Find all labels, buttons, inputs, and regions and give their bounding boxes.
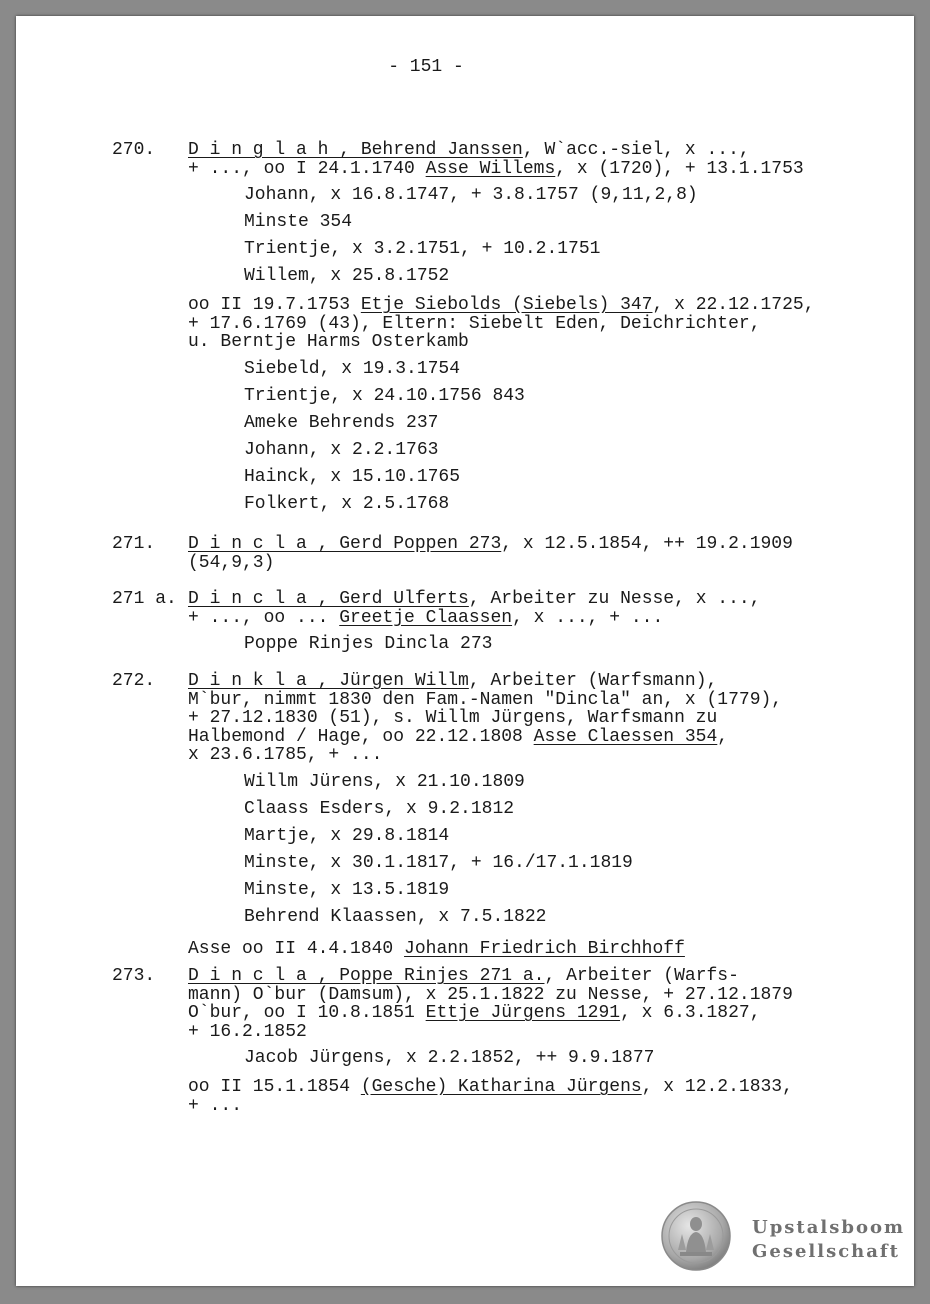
entry-name: D i n c l a , Gerd Ulferts (188, 589, 469, 609)
entry-name: D i n c l a , Gerd Poppen 273 (188, 534, 502, 554)
child-item: Jacob Jürgens, x 2.2.1852, ++ 9.9.1877 (244, 1048, 655, 1068)
seal-icon (660, 1200, 732, 1272)
child-item: Siebeld, x 19.3.1754 (244, 358, 461, 379)
child-item: Martje, x 29.8.1814 (244, 825, 450, 846)
spouse-name: Johann Friedrich Birchhoff (404, 938, 685, 959)
spouse-name: Asse Claessen 354 (533, 726, 718, 747)
child-item: Johann, x 16.8.1747, + 3.8.1757 (9,11,2,8) (244, 185, 698, 205)
logo-text-line2: Gesellschaft (752, 1241, 900, 1262)
entry-number: 273. (112, 966, 156, 986)
child-item: Minste, x 13.5.1819 (244, 879, 450, 900)
child-item: Willem, x 25.8.1752 (244, 266, 450, 286)
page-number: - 151 - (388, 57, 464, 77)
child-item: Minste, x 30.1.1817, + 16./17.1.1819 (244, 852, 633, 873)
child-item: Trientje, x 24.10.1756 843 (244, 385, 525, 406)
child-item: Hainck, x 15.10.1765 (244, 466, 461, 487)
spouse-name: Ettje Jürgens 1291 (425, 1003, 621, 1023)
spouse-name: Asse Willems (425, 158, 556, 179)
child-item: Claass Esders, x 9.2.1812 (244, 798, 515, 819)
entry-number: 271. (112, 534, 156, 554)
child-item: Minste 354 (244, 212, 353, 232)
entry-name: D i n k l a , Jürgen Willm (188, 671, 469, 691)
spouse-name: (Gesche) Katharina Jürgens (360, 1077, 642, 1097)
entry-name: D i n c l a , Poppe Rinjes 271 a. (188, 966, 545, 986)
entry-number: 272. (112, 671, 156, 691)
child-item: Ameke Behrends 237 (244, 412, 439, 433)
entry-number: 271 a. (112, 589, 177, 609)
spouse-name: Greetje Claassen (339, 607, 513, 628)
child-item: Poppe Rinjes Dincla 273 (244, 634, 493, 654)
entry-name: D i n g l a h , Behrend Janssen (188, 140, 523, 160)
spouse-name: Etje Siebolds (Siebels) 347 (360, 295, 653, 315)
logo-text-line1: Upstalsboom (752, 1217, 906, 1238)
entry-number: 270. (112, 140, 156, 160)
child-item: Johann, x 2.2.1763 (244, 439, 439, 460)
child-item: Folkert, x 2.5.1768 (244, 493, 450, 514)
child-item: Willm Jürens, x 21.10.1809 (244, 771, 525, 792)
child-item: Behrend Klaassen, x 7.5.1822 (244, 906, 547, 927)
child-item: Trientje, x 3.2.1751, + 10.2.1751 (244, 239, 601, 259)
upstalsboom-logo (660, 1200, 906, 1274)
